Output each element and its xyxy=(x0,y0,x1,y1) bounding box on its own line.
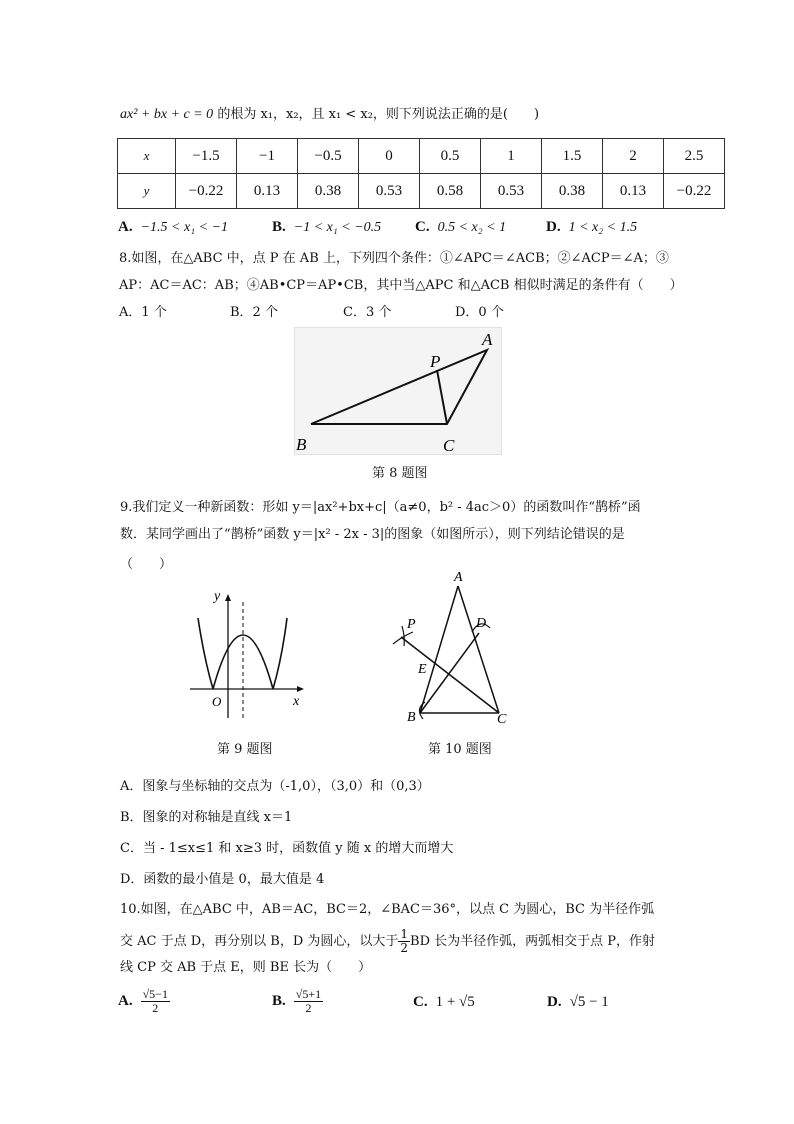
table-row-y xyxy=(118,174,725,209)
q10-line-3: 线 CP 交 AB 于点 E，则 BE 长为（ ） xyxy=(120,960,372,975)
label-x: x xyxy=(293,694,300,709)
q8-option-d[interactable]: D．0 个 xyxy=(455,305,504,320)
q8-line-2: AP：AC＝AC：AB；④AB•CP＝AP•CB，其中当△APC 和△ACB 相似时满足的条件有（ ） xyxy=(119,278,683,293)
table-cell: 0 xyxy=(359,139,420,174)
fraction-one-half xyxy=(398,928,410,955)
q10-option-c[interactable] xyxy=(413,994,475,1011)
q7-value-table xyxy=(117,138,725,209)
option-fraction xyxy=(294,988,323,1015)
table-cell: 0.53 xyxy=(481,174,542,209)
q9-option-c[interactable]: C．当 - 1≤x≤1 和 x≥3 时，函数值 y 随 x 的增大而增大 xyxy=(120,841,454,856)
option-label: C. xyxy=(413,994,428,1010)
label-c: C xyxy=(497,712,507,727)
option-label: C. xyxy=(415,219,430,235)
label-c: C xyxy=(443,436,455,455)
option-label: B. xyxy=(272,219,286,235)
option-text: −1.5 < x₁ < −1 xyxy=(140,220,228,235)
label-d: D xyxy=(476,616,487,631)
label-p: P xyxy=(430,352,441,371)
fraction-numerator: √5−1 xyxy=(142,987,168,1001)
table-cell: −1.5 xyxy=(176,139,237,174)
table-header-y: y xyxy=(118,174,176,209)
q7-option-c[interactable] xyxy=(415,219,506,236)
q8-caption: 第 8 题图 xyxy=(372,466,428,481)
q9-option-b[interactable]: B．图象的对称轴是直线 x＝1 xyxy=(120,810,293,825)
q10-option-a[interactable] xyxy=(118,988,170,1015)
q9-line-2: 数．某同学画出了“鹊桥”函数 y＝|x² - 2x - 3|的图象（如图所示），则下列结论错误的是 xyxy=(120,527,625,542)
q9-option-d[interactable]: D．函数的最小值是 0，最大值是 4 xyxy=(120,872,325,887)
table-cell: 1.5 xyxy=(542,139,603,174)
label-a: A xyxy=(454,570,463,585)
label-a: A xyxy=(482,330,493,349)
q7-option-d[interactable] xyxy=(546,219,637,236)
label-origin: O xyxy=(212,694,222,709)
label-b: B xyxy=(296,435,307,454)
q10-figure xyxy=(388,566,520,728)
q9-graph xyxy=(186,586,308,722)
q7-equation: ax² + bx + c = 0 xyxy=(120,107,214,122)
option-fraction xyxy=(141,988,170,1015)
label-y: y xyxy=(214,589,221,604)
q8-line-1: 8.如图，在△ABC 中，点 P 在 AB 上，下列四个条件：①∠APC＝∠ACB；②∠ACP＝∠A；③ xyxy=(119,251,669,266)
option-text: 1 + √5 xyxy=(435,994,475,1010)
table-cell: 0.5 xyxy=(420,139,481,174)
q9-caption: 第 9 题图 xyxy=(217,742,273,757)
table-cell: 0.13 xyxy=(603,174,664,209)
x-axis-arrow-icon xyxy=(297,686,304,692)
fraction-denominator: 2 xyxy=(400,941,409,955)
q8-option-a[interactable]: A．1 个 xyxy=(119,305,167,320)
table-cell: 2 xyxy=(603,139,664,174)
q8-figure xyxy=(294,327,502,455)
arc-p-2 xyxy=(402,626,404,646)
table-cell: 2.5 xyxy=(664,139,725,174)
segment-bd xyxy=(420,633,479,713)
table-cell: −0.22 xyxy=(176,174,237,209)
table-cell: 0.13 xyxy=(237,174,298,209)
q10-line-2-end: BD 长为半径作弧，两弧相交于点 P，作射 xyxy=(410,934,656,949)
option-label: A. xyxy=(118,219,133,235)
q7-option-b[interactable] xyxy=(272,219,381,236)
q7-option-a[interactable] xyxy=(118,219,228,236)
option-text: 1 < x₂ < 1.5 xyxy=(568,220,638,235)
y-axis-arrow-icon xyxy=(225,594,231,601)
figure-background xyxy=(295,328,502,455)
q10-option-b[interactable] xyxy=(272,988,323,1015)
q10-line-2-start: 交 AC 于点 D，再分别以 B，D 为圆心，以大于 xyxy=(120,934,399,949)
q10-caption: 第 10 题图 xyxy=(428,742,492,757)
graph-right-branch xyxy=(273,618,287,689)
label-b: B xyxy=(407,710,416,725)
q10-line-1: 10.如图，在△ABC 中，AB＝AC，BC＝2，∠BAC＝36°，以点 C 为圆心，BC 为半径作弧 xyxy=(120,902,655,917)
fraction-numerator: √5+1 xyxy=(295,987,322,1001)
q9-line-1: 9.我们定义一种新函数：形如 y＝|ax²+bx+c|（a≠0，b² - 4ac＞0）的函数叫作“鹊桥”函 xyxy=(120,500,641,515)
segment-ac xyxy=(458,586,499,713)
q9-option-a[interactable]: A．图象与坐标轴的交点为（-1,0），（3,0）和（0,3） xyxy=(120,779,430,794)
q10-option-d[interactable] xyxy=(547,994,609,1011)
label-p: P xyxy=(407,617,416,632)
table-cell: −1 xyxy=(237,139,298,174)
label-e: E xyxy=(418,662,427,677)
table-cell: 1 xyxy=(481,139,542,174)
graph-left-branch xyxy=(198,618,213,689)
table-cell: 0.38 xyxy=(298,174,359,209)
q7-stem xyxy=(120,106,539,124)
fraction-denominator: 2 xyxy=(305,1001,312,1015)
option-label: A. xyxy=(118,992,133,1009)
q8-option-b[interactable]: B．2 个 xyxy=(230,305,278,320)
option-text: 0.5 < x₂ < 1 xyxy=(437,220,507,235)
option-label: B. xyxy=(272,992,286,1009)
q10-line-2 xyxy=(120,928,655,955)
fraction-numerator: 1 xyxy=(400,927,409,941)
table-cell: −0.22 xyxy=(664,174,725,209)
segment-ab xyxy=(420,586,458,713)
option-text: √5 − 1 xyxy=(569,994,609,1010)
table-cell: 0.58 xyxy=(420,174,481,209)
option-label: D. xyxy=(547,994,562,1010)
ray-cp xyxy=(401,637,499,713)
fraction-denominator: 2 xyxy=(152,1001,159,1015)
table-cell: 0.53 xyxy=(359,174,420,209)
table-cell: 0.38 xyxy=(542,174,603,209)
q9-line-3: （ ） xyxy=(120,557,173,572)
table-header-x: x xyxy=(118,139,176,174)
option-label: D. xyxy=(546,219,561,235)
q8-option-c[interactable]: C．3 个 xyxy=(343,305,392,320)
q7-stem-text: 的根为 x₁，x₂，且 x₁ < x₂，则下列说法正确的是( ) xyxy=(217,107,540,122)
option-text: −1 < x₁ < −0.5 xyxy=(293,220,382,235)
table-row-x xyxy=(118,139,725,174)
table-cell: −0.5 xyxy=(298,139,359,174)
